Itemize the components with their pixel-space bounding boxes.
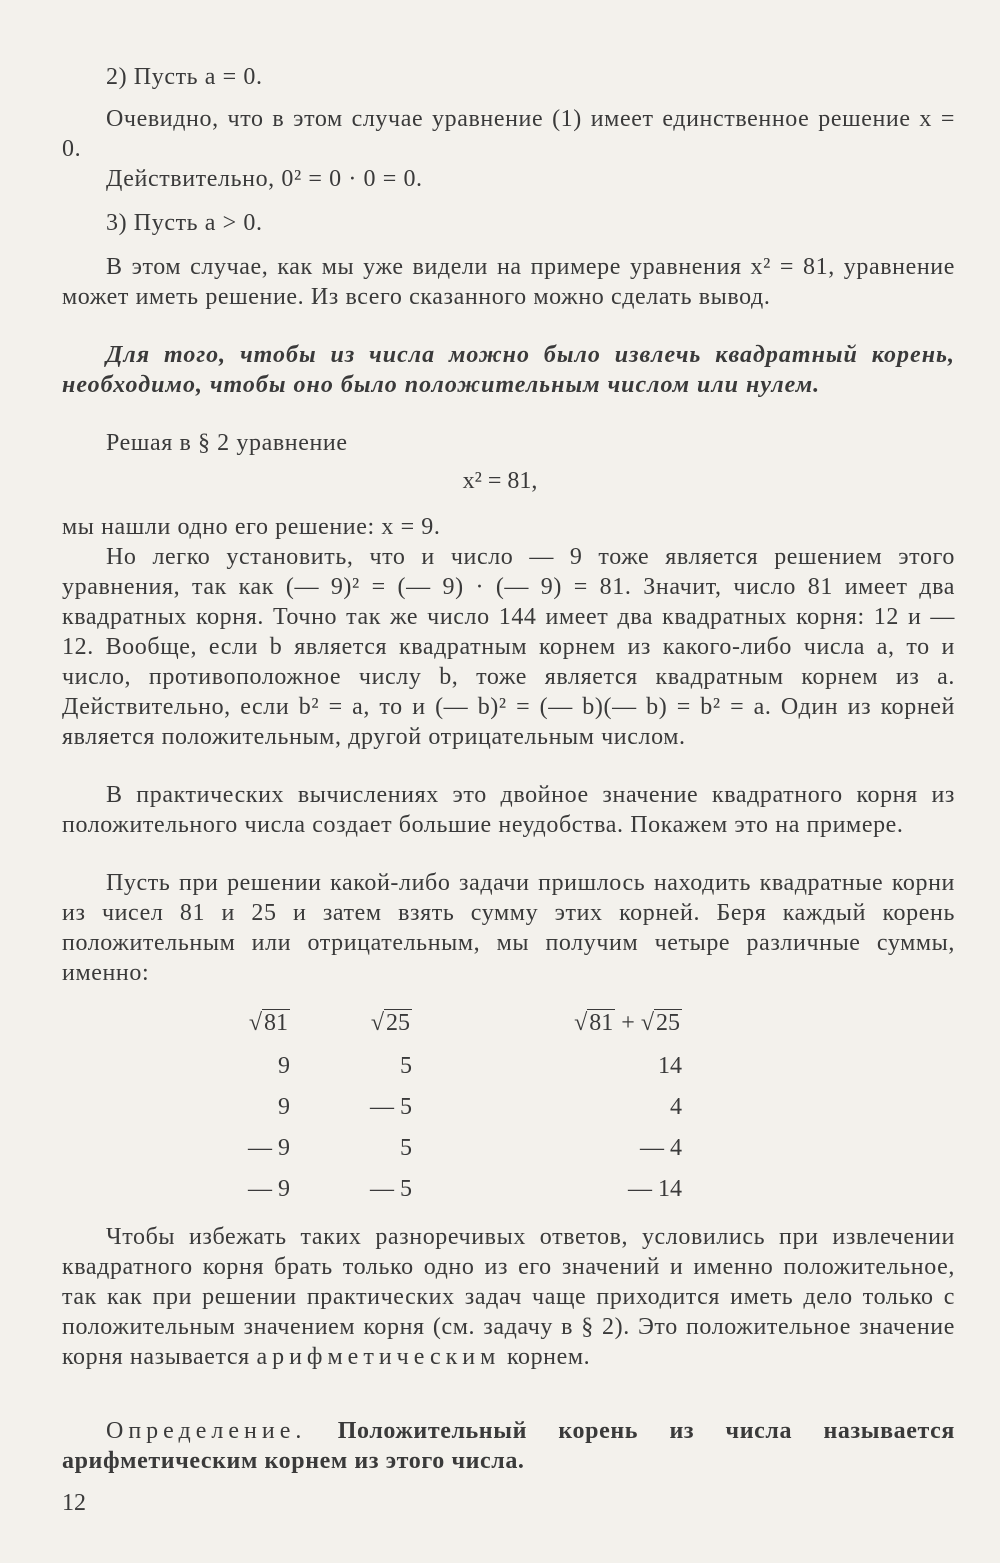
paragraph-text: Чтобы избежать таких разноречивых ответов, условились при извлечении квадратного корня брать только одно из его значений и именно положительное, так как при решении практических задач чаще приходится иметь дело только с положительным значением корня (см. задачу в § 2). Это положительное значение корня называется — [62, 1224, 955, 1370]
table-cell: — 5 — [370, 1094, 412, 1120]
definition — [62, 1416, 955, 1476]
paragraph — [62, 1222, 955, 1372]
table-cell: — 9 — [248, 1176, 290, 1202]
theorem-statement: Для того, чтобы из числа можно было извлечь квадратный корень, необходимо, чтобы оно было положительным числом или нулем. — [62, 342, 955, 398]
definition-text: Положительный корень из числа называется арифметическим корнем из этого числа. — [62, 1418, 955, 1474]
paragraph: Пусть при решении какой-либо задачи пришлось находить квадратные корни из чисел 81 и 25 и затем взять сумму этих корней. Беря каждый корень положительным или отрицательным, мы получим четыре различные суммы, именно: — [62, 870, 955, 986]
paragraph-text: корнем. — [506, 1344, 591, 1370]
table-cell: 5 — [400, 1135, 412, 1161]
table-cell: 4 — [670, 1094, 682, 1120]
table-row — [220, 1087, 682, 1128]
table-row — [220, 1128, 682, 1169]
page-number: 12 — [62, 1490, 86, 1516]
paragraph: В практических вычислениях это двойное значение квадратного корня из положительного числа создает большие неудобства. Покажем это на примере. — [62, 782, 955, 838]
table-header-row — [220, 1000, 682, 1046]
paragraph: Но легко установить, что и число — 9 тоже является решением этого уравнения, так как (— 9)² = (— 9) · (— 9) = 81. Значит, число 81 имеет два квадратных корня. Точно так же число 144 имеет два квадратных корня: 12 и — 12. Вообще, если b является квадратным корнем из какого-либо числа a, то и число, противоположное числу b, тоже является квадратным корнем из a. Действительно, если b² = a, то и (— b)² = (— b)(— b) = b² = a. Один из корней является положительным, другой отрицательным числом. — [62, 544, 955, 750]
plus-sign: + — [621, 1009, 635, 1036]
table-row — [220, 1169, 682, 1210]
paragraph: мы нашли одно его решение: x = 9. — [62, 514, 441, 540]
paragraph: Действительно, 0² = 0 · 0 = 0. — [106, 166, 423, 192]
table-header — [412, 1000, 682, 1046]
table-cell: 14 — [658, 1053, 682, 1079]
table-header — [290, 1000, 412, 1046]
paragraph: Решая в § 2 уравнение — [106, 430, 348, 456]
table-cell: — 5 — [370, 1176, 412, 1202]
radical: √25 — [640, 1009, 680, 1036]
case-3-heading: 3) Пусть a > 0. — [106, 210, 263, 236]
table-cell: — 14 — [628, 1176, 682, 1202]
table-cell: 9 — [278, 1053, 290, 1079]
equation: x² = 81, — [462, 468, 538, 494]
radical: √81 — [574, 1009, 614, 1036]
roots-table — [220, 1000, 682, 1210]
table-cell: 5 — [400, 1053, 412, 1079]
table-cell: — 4 — [640, 1135, 682, 1161]
radical: √25 — [370, 1009, 410, 1036]
table-header — [220, 1000, 290, 1046]
case-2-heading: 2) Пусть a = 0. — [106, 64, 263, 90]
table-cell: 9 — [278, 1094, 290, 1120]
paragraph: В этом случае, как мы уже видели на примере уравнения x² = 81, уравнение может иметь решение. Из всего сказанного можно сделать вывод. — [62, 254, 955, 310]
table-cell: — 9 — [248, 1135, 290, 1161]
table-row — [220, 1046, 682, 1087]
definition-label: Определение. — [106, 1418, 307, 1444]
radical: √81 — [248, 1009, 288, 1036]
paragraph: Очевидно, что в этом случае уравнение (1) имеет единственное решение x = 0. — [62, 106, 955, 162]
term-arithmetic: арифметическим — [256, 1344, 501, 1370]
